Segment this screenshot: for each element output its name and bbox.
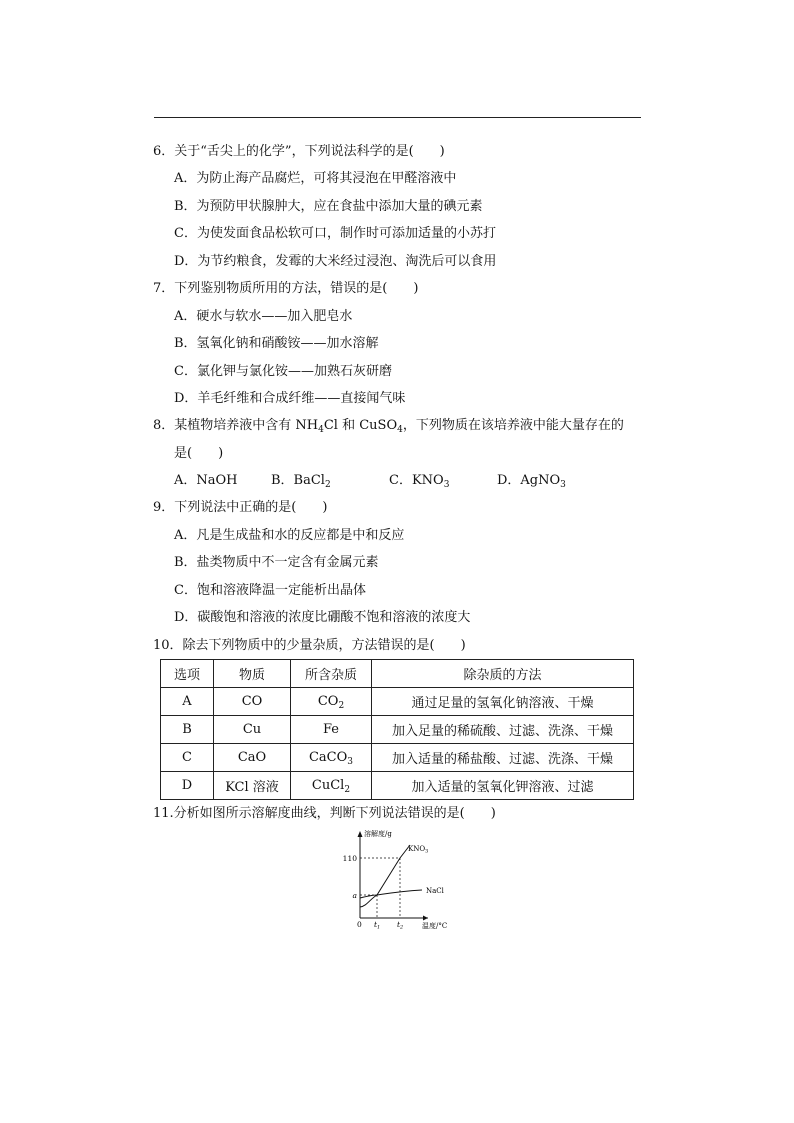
question-8-option-a[interactable]: A．NaOH	[174, 473, 238, 488]
question-9-stem: 9．下列说法中正确的是( )	[153, 500, 328, 515]
x-tick-0: 0	[357, 920, 362, 929]
legend-kno3: $KNO_3$	[408, 845, 429, 855]
question-6-option-c[interactable]: C．为使发面食品松软可口，制作时可添加适量的小苏打	[174, 226, 496, 241]
question-9-option-a[interactable]: A．凡是生成盐和水的反应都是中和反应	[174, 528, 405, 543]
y-axis-arrow	[358, 831, 363, 837]
y-tick-110: 110	[342, 854, 357, 863]
question-8-option-d[interactable]: D．AgNO$_3$	[497, 473, 566, 490]
question-9-option-c[interactable]: C．饱和溶液降温一定能析出晶体	[174, 583, 366, 598]
series-line-kno3	[360, 845, 410, 907]
question-6-option-d[interactable]: D．为节约粮食，发霉的大米经过浸泡、淘洗后可以食用	[174, 254, 497, 269]
table-cell-impurity: $CO_2$	[291, 688, 372, 716]
table-row	[161, 772, 634, 800]
question-10-stem: 10．除去下列物质中的少量杂质，方法错误的是( )	[153, 638, 466, 653]
question-7-stem: 7．下列鉴别物质所用的方法，错误的是( )	[153, 281, 419, 296]
question-7-option-d[interactable]: D．羊毛纤维和合成纤维——直接闻气味	[174, 391, 406, 406]
table-header-row	[161, 660, 634, 688]
table-cell-method: 加入适量的氢氧化钾溶液、过滤	[372, 772, 634, 800]
table-cell-option: C	[161, 744, 214, 772]
x-tick-t1: $t_1$	[374, 920, 381, 931]
question-7-option-c[interactable]: C．氯化钾与氯化铵——加熟石灰研磨	[174, 364, 392, 379]
series-line-nacl	[360, 890, 422, 898]
question-9-option-b[interactable]: B．盐类物质中不一定含有金属元素	[174, 555, 379, 570]
x-axis-arrow	[423, 916, 428, 921]
question-8-stem: 8．某植物培养液中含有 $NH_4Cl$ 和 CuSO$_4$，下列物质在该培养液中能大量存在的	[153, 418, 624, 435]
table-cell-method: 加入足量的稀硫酸、过滤、洗涤、干燥	[372, 716, 634, 744]
table-row	[161, 716, 634, 744]
table-cell-option: A	[161, 688, 214, 716]
table-cell-substance: Cu	[214, 716, 291, 744]
x-axis-label: 温度/°C	[422, 922, 448, 930]
table-cell-impurity: CaCO$_3$	[291, 744, 372, 772]
table-header-cell: 所含杂质	[291, 660, 372, 688]
solubility-chart	[340, 828, 465, 933]
table-cell-method: 加入适量的稀盐酸、过滤、洗涤、干燥	[372, 744, 634, 772]
table-cell-option: B	[161, 716, 214, 744]
table-cell-impurity: Fe	[291, 716, 372, 744]
table-header-cell: 物质	[214, 660, 291, 688]
question-11-stem: 11.分析如图所示溶解度曲线，判断下列说法错误的是( )	[153, 806, 496, 821]
table-cell-substance: KCl 溶液	[214, 772, 291, 800]
question-6-option-b[interactable]: B．为预防甲状腺肿大，应在食盐中添加大量的碘元素	[174, 199, 483, 214]
table-cell-impurity: CuCl$_2$	[291, 772, 372, 800]
question-7-option-b[interactable]: B．氢氧化钠和硝酸铵——加水溶解	[174, 336, 379, 351]
table-header-cell: 除杂质的方法	[372, 660, 634, 688]
y-tick-a: a	[352, 891, 357, 900]
table-row	[161, 688, 634, 716]
question-7-option-a[interactable]: A．硬水与软水——加入肥皂水	[174, 309, 353, 324]
question-6-option-a[interactable]: A．为防止海产品腐烂，可将其浸泡在甲醛溶液中	[174, 171, 457, 186]
question-6-stem: 6．关于“舌尖上的化学”，下列说法科学的是( )	[153, 144, 445, 159]
table-cell-option: D	[161, 772, 214, 800]
table-row	[161, 744, 634, 772]
table-header-cell: 选项	[161, 660, 214, 688]
header-rule	[154, 117, 641, 118]
x-tick-t2: $t_2$	[397, 920, 404, 931]
table-cell-substance: CaO	[214, 744, 291, 772]
question-9-option-d[interactable]: D．碳酸饱和溶液的浓度比硼酸不饱和溶液的浓度大	[174, 610, 471, 625]
question-8-option-c[interactable]: C．$KNO_3$	[389, 473, 450, 490]
question-8-option-b[interactable]: B．BaCl$_2$	[271, 473, 331, 490]
impurity-table	[160, 659, 634, 800]
legend-nacl: NaCl	[426, 887, 444, 895]
y-axis-label: 溶解度/g	[364, 830, 392, 838]
table-cell-substance: CO	[214, 688, 291, 716]
question-8-stem-line2: 是( )	[174, 446, 224, 461]
table-cell-method: 通过足量的氢氧化钠溶液、干燥	[372, 688, 634, 716]
